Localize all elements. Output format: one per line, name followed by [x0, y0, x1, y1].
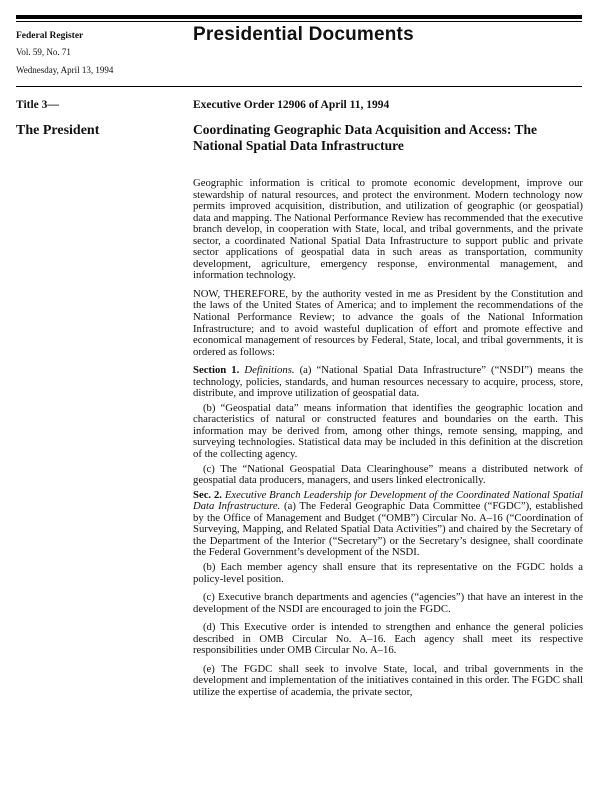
- preamble-paragraph: Geographic information is critical to promote economic development, improve our stewardship of natural resources, and protect the environment. Modern technology now permits improved acquisition, distribution, and utilization of geographic (or geospatial) data and mapping. The National Performance Review has recommended that the executive branch develop, in cooperation with State, local, and tribal governments, and the private sector, a coordinated National Spatial Data Infrastructure to support public and private sector applications of geospatial data in such areas as transportation, community development, agriculture, emergency response, environmental management, and information technology.: [193, 177, 583, 282]
- section-2-text-a: (a) The Federal Geographic Data Committee (“FGDC”), established by the Office of Management and Budget (“OMB”) Circular No. A–16 (“Coordination of Surveying, Mapping, and Related Spatial Data Activities”) and chaired by the Secretary of the Department of the Interior (“Secretary”) or the Secretary’s designee, shall coordinate the Federal Government’s development of the NSDI.: [193, 500, 583, 559]
- section-2-paragraph-d: (d) This Executive order is intended to strengthen and enhance the general policies described in OMB Circular No. A–16. Each agency shall meet its respective responsibilities under OMB Circular No. A–16.: [193, 621, 583, 657]
- volume-number: Vol. 59, No. 71: [16, 47, 71, 57]
- section-1-definition-c: (c) The “National Geospatial Data Clearinghouse” means a distributed network of geospatial data producers, managers, and users linked electronically.: [193, 462, 583, 487]
- section-1-text-a: (a) “National Spatial Data Infrastructure” (“NSDI”) means the technology, policies, standards, and human resources necessary to acquire, process, store, distribute, and improve utilization of geospatial data.: [193, 364, 584, 400]
- section-1-definition-b: (b) “Geospatial data” means information that identifies the geographic location and characteristics of natural or constructed features and boundaries on the earth. This information may be derived from, among other things, remote sensing, mapping, and surveying technologies. Statistical data may be included in this definition at the discretion of the collecting agency.: [193, 401, 583, 461]
- section-2-paragraph-a: [193, 490, 583, 559]
- section-1-definition-a: [193, 365, 583, 400]
- header-rule-thin: [16, 21, 582, 22]
- section-title: Presidential Documents: [193, 24, 414, 45]
- section-2-paragraph-e: (e) The FGDC shall seek to involve State, local, and tribal governments in the development and implementation of the initiatives contained in this order. The FGDC shall utilize the expertise of academia, the private sector,: [193, 662, 583, 698]
- publication-date: Wednesday, April 13, 1994: [16, 65, 114, 75]
- authority-paragraph: NOW, THEREFORE, by the authority vested in me as President by the Constitution and the laws of the United States of America; and to implement the recommendations of the National Performance Review; to advance the goals of the National Information Infrastructure; and to avoid wasteful duplication of effort and promote effective and economical management of resources by Federal, State, local, and tribal governments, it is ordered as follows:: [193, 287, 583, 358]
- header-rule-thick: [16, 15, 582, 19]
- title-number: Title 3—: [16, 99, 59, 111]
- section-2-paragraph-b: (b) Each member agency shall ensure that its representative on the FGDC holds a policy-level position.: [193, 560, 583, 585]
- publication-name: Federal Register: [16, 31, 84, 41]
- section-2-label: Sec. 2.: [193, 488, 222, 501]
- section-1-label: Section 1.: [193, 364, 240, 377]
- order-body: [193, 178, 583, 701]
- section-2-paragraph-c: (c) Executive branch departments and agencies (“agencies”) that have an interest in the development of the NSDI are encouraged to join the FGDC.: [193, 591, 583, 615]
- title-subject: The President: [16, 123, 100, 138]
- section-divider: [16, 86, 582, 87]
- section-1-heading: Definitions.: [244, 364, 295, 377]
- masthead-info: [16, 30, 186, 76]
- order-number: Executive Order 12906 of April 11, 1994: [193, 99, 390, 111]
- section-2-heading: Executive Branch Leadership for Development of the Coordinated National Spatial Data Infrastructure.: [193, 488, 584, 513]
- order-title: Coordinating Geographic Data Acquisition and Access: The National Spatial Data Infrastructure: [193, 122, 538, 153]
